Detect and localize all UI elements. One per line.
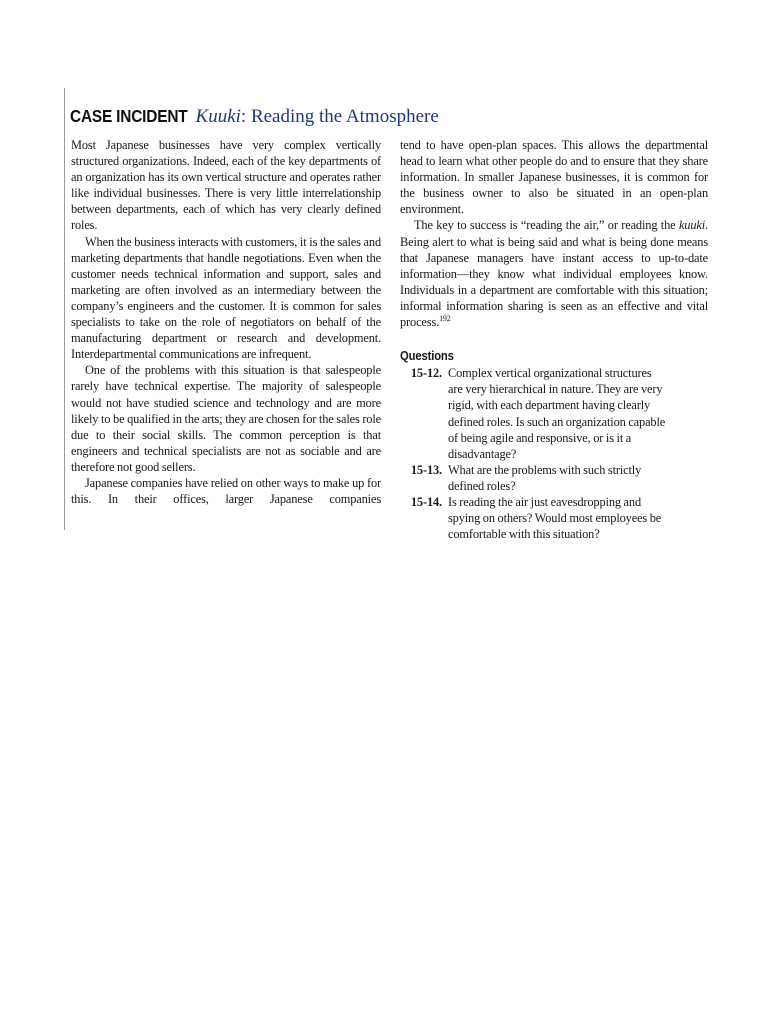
question-item [400,494,708,542]
left-column [71,137,381,507]
question-text: Complex vertical organizational structures are very hierarchical in nature. They are very rigid, with each department having clearly defined roles. Is such an organization capable of being agile and responsive, or is it a disadvantage? [448,366,666,461]
case-incident-header [70,104,720,130]
endnote-reference: 192 [439,314,451,324]
paragraph: One of the problems with this situation is that salespeople rarely have technical expertise. The majority of salespeople would not have studied science and technology and are more likely to be qualified in the arts; they are chosen for the sales role due to their social skills. The common perception is that engineers and technical specialists are not as sociable and are therefore not good sellers. [71,363,381,474]
question-item [400,365,708,462]
margin-rule [64,88,65,530]
case-incident-title [196,106,439,127]
case-incident-label: CASE INCIDENT [70,106,188,126]
paragraph: tend to have open-plan spaces. This allows the departmental head to learn what other people do and to ensure that they share information. In smaller Japanese businesses, it is common for the business owner to also be situated in an open-plan environment. [400,138,708,217]
paragraph-text: The key to success is “reading the air,” or reading the [414,218,679,233]
paragraph-text: . Being alert to what is being said and what is being done means that Japanese managers have instant access to up-to-date information—they know what individual employees know. Individuals in a department are comfortable with this situation; informal information sharing is seen as an effective and vital process. [400,218,708,330]
paragraph: When the business interacts with customers, it is the sales and marketing departments that handle negotiations. Even when the customer needs technical information and support, sales and marketing are often involved as an intermediary between the company’s engineers and the customer. It is common for sales specialists to take on the role of negotiators on behalf of the manufacturing department or research and development. Interdepartmental communications are infrequent. [71,234,381,362]
title-italic: Kuuki [195,106,241,127]
kuuki-term: kuuki [678,218,706,233]
question-number: 15-12. [410,366,442,381]
question-text: What are the problems with such strictly defined roles? [448,462,642,493]
question-text: Is reading the air just eavesdropping and spying on others? Would most employees be comfortable with this situation? [448,494,662,542]
paragraph [400,217,708,330]
paragraph: Most Japanese businesses have very complex vertically structured organizations. Indeed, each of the key departments of an organization has its own vertical structure and operates rather like individual businesses. There is very little interrelationship between departments, each of which has very clearly defined roles. [71,138,381,233]
right-column [400,137,708,542]
question-item [400,462,708,494]
questions-heading: Questions [400,349,454,364]
question-number: 15-14. [410,494,442,509]
title-rest: : Reading the Atmosphere [240,106,439,127]
question-number: 15-13. [410,462,442,477]
questions-list [400,365,708,542]
paragraph: Japanese companies have relied on other ways to make up for this. In their offices, larger Japanese companies [71,475,381,507]
